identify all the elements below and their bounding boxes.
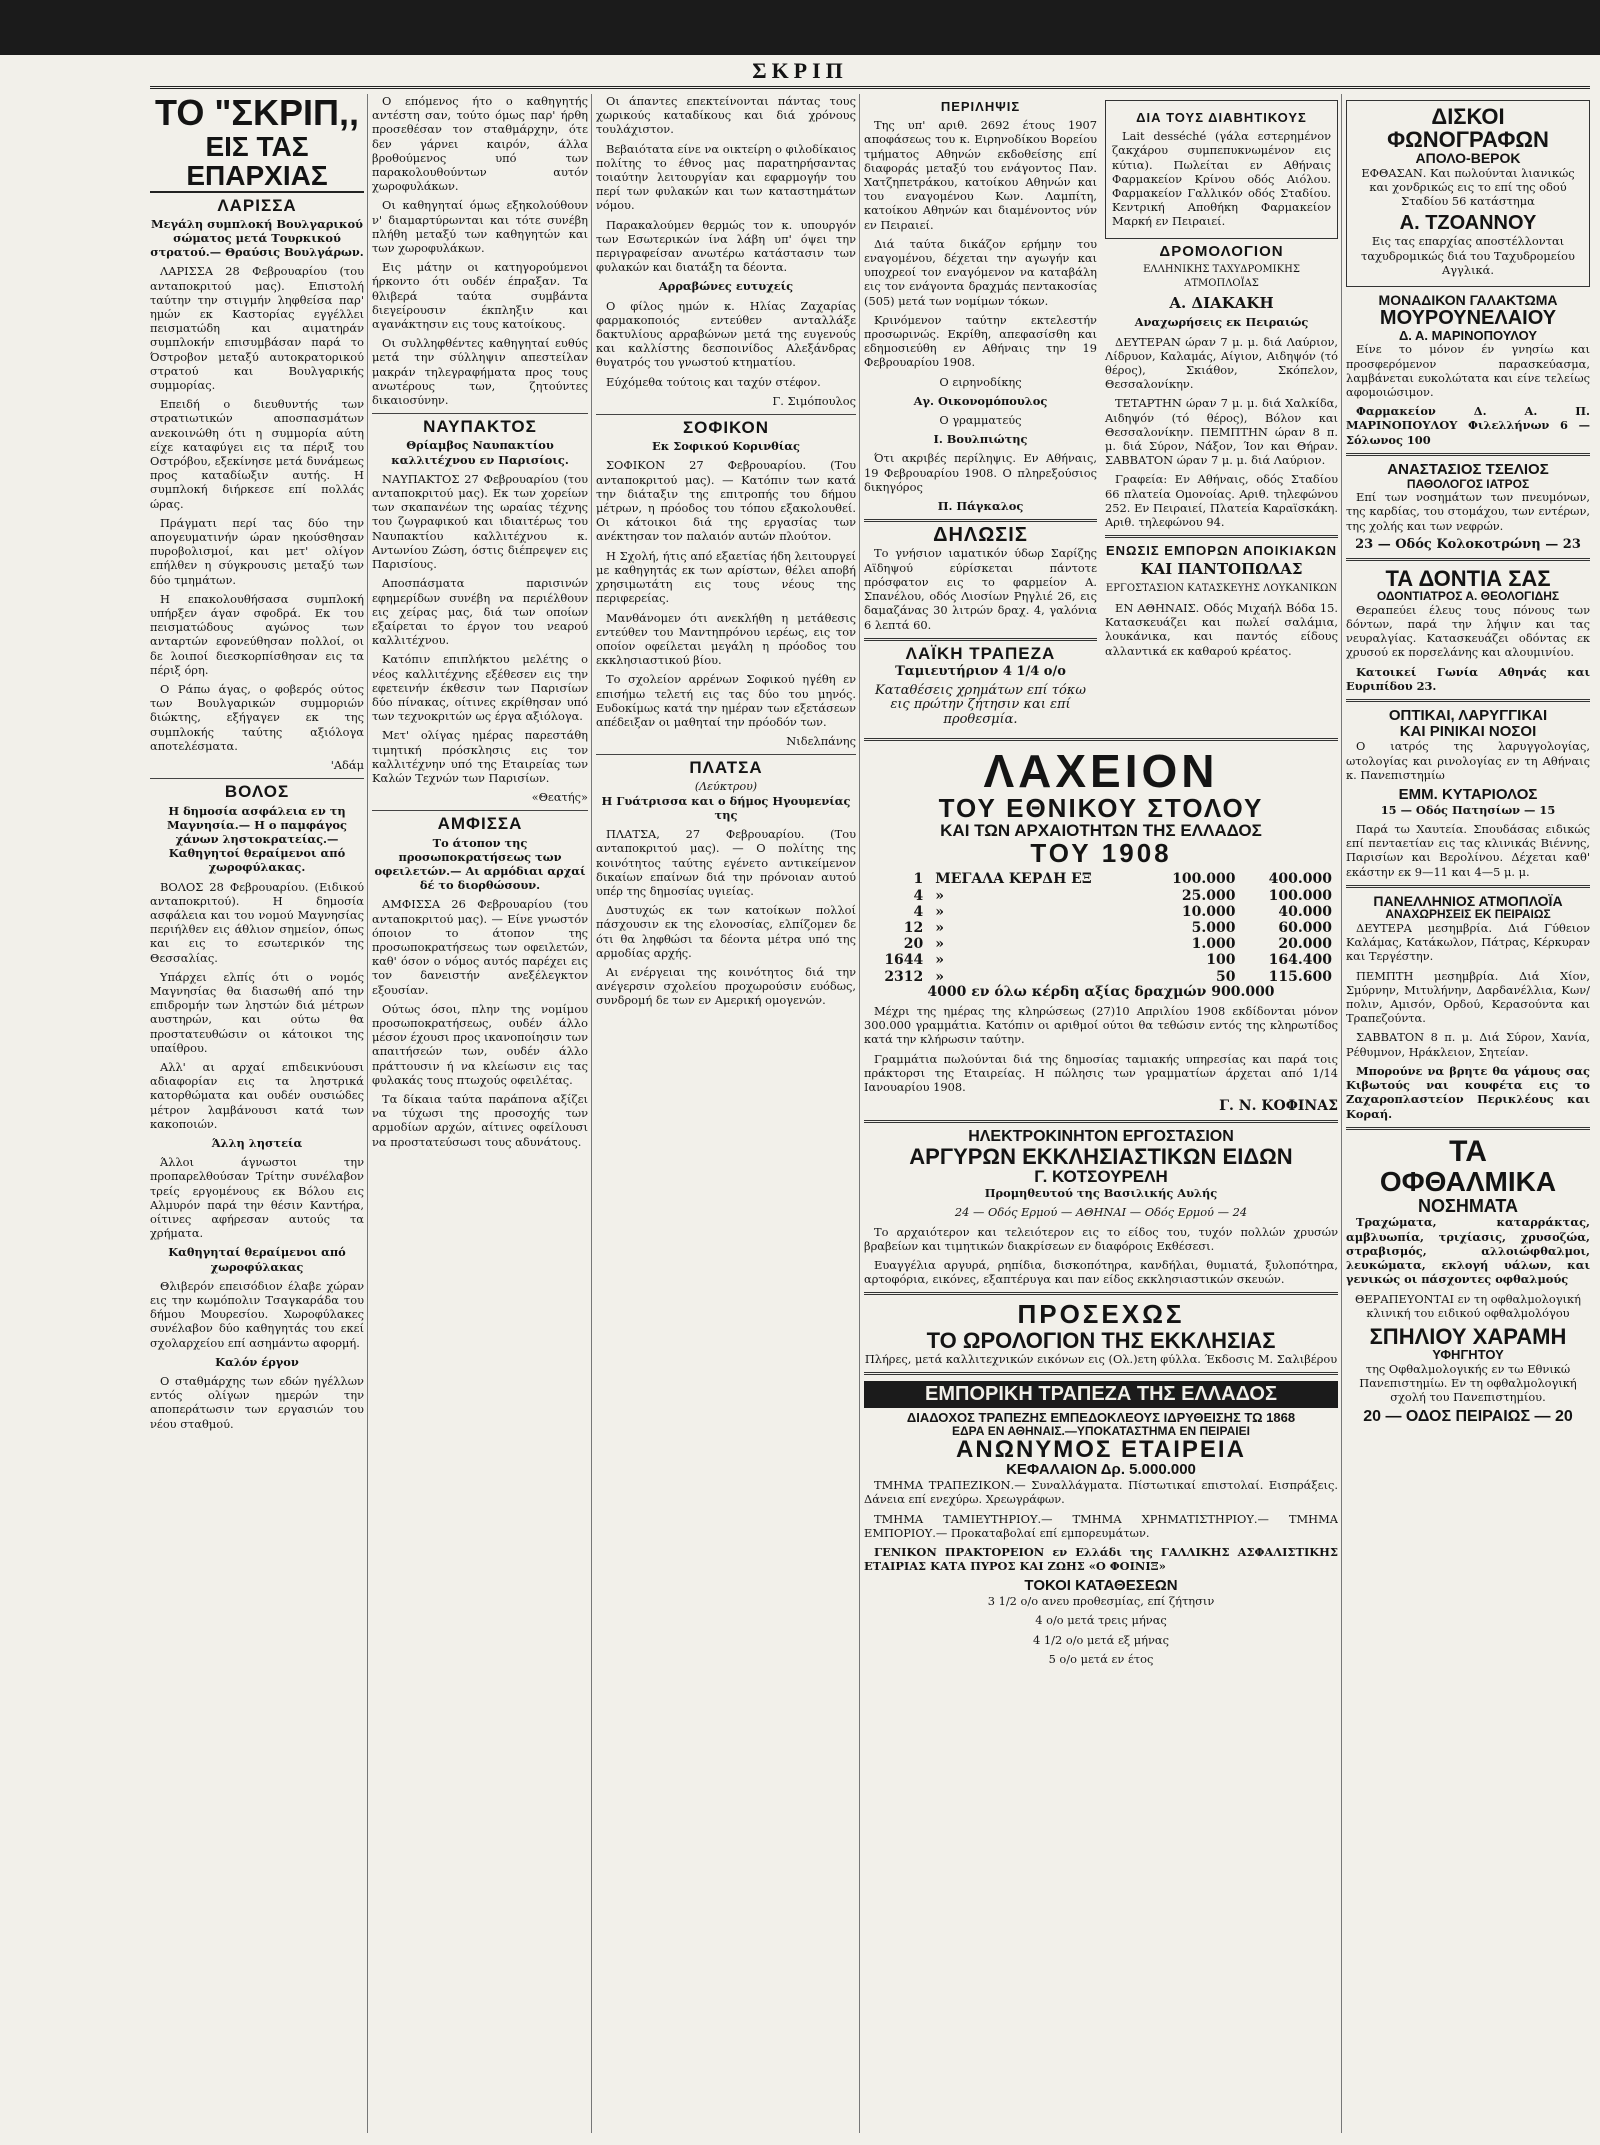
ad-title: ΠΑΝΕΛΛΗΝΙΟΣ ΑΤΜΟΠΛΟΪΑ — [1373, 892, 1563, 909]
ad-title: ΛΑΪΚΗ ΤΡΑΠΕΖΑ — [905, 643, 1056, 663]
divider — [864, 1372, 1338, 1375]
lottery-cell-qty: 4 — [913, 887, 924, 904]
bank-rate-item: 3 1/2 ο/ο ανευ προθεσμίας, επί ζήτησιν — [987, 1594, 1215, 1609]
notice-signature-name: Αγ. Οικονομόπουλος — [913, 393, 1048, 408]
article-title: ΝΑΥΠΑΚΤΟΣ — [423, 417, 537, 437]
ad-title: ΑΝΑΣΤΑΣΙΟΣ ΤΣΕΛΙΟΣ — [1387, 460, 1549, 478]
divider — [150, 778, 364, 779]
column-divider — [1341, 94, 1342, 2133]
article-paragraph: Αποσπάσματα παρισινών εφημερίδων συνέβη να περιέλθουν εις χείρας μας, διά των οποίων εξαίρεται το έργον του νεαρού καλλιτέχνου. — [372, 576, 588, 648]
lottery-line: ΤΟΥ ΕΘΝΙΚΟΥ ΣΤΟΛΟΥ — [938, 793, 1264, 824]
ad-title: ΤΑ — [1449, 1134, 1487, 1168]
article-lead: Θρίαμβος Ναυπακτίου καλλιτέχνου εν Παρισίοις. — [391, 438, 569, 467]
ad-paragraph: ΤΕΤΑΡΤΗΝ ώραν 7 μ. μ. διά Χαλκίδα, Αιδηψόν (τό θέρος), Βόλον και Θεσσαλονίκην. ΠΕΜΠΤΗΝ ώραν 8 π. μ. διά Σύρον, Νάξον, Ίον και Θήραν. ΣΑΒΒΑΤΟΝ ώραν 7 μ. μ. διά Λαύριον. — [1105, 396, 1338, 468]
bank-title: ΕΜΠΟΡΙΚΗ ΤΡΑΠΕΖΑ ΤΗΣ ΕΛΛΑΔΟΣ — [864, 1381, 1338, 1408]
bank-rate-item: 4 1/2 ο/ο μετά εξ μήνας — [1033, 1632, 1169, 1647]
article-paragraph: Άλλοι άγνωστοι την προπαρελθούσαν Τρίτην συνέλαβον τρείς εργομένους εκ Βόλου εις Αλμυρόν παρά την θέσιν Καντήρα, οίτινες αφήρεσαν αυτούς τα χρήματα. — [150, 1155, 364, 1241]
ad-subtitle: ΑΝΑΧΩΡΗΣΕΙΣ ΕΚ ΠΕΙΡΑΙΩΣ — [1385, 907, 1551, 922]
ad-title: ΗΛΕΚΤΡΟΚΙΝΗΤΟΝ ΕΡΓΟΣΤΑΣΙΟΝ — [968, 1127, 1234, 1145]
article-paragraph: Οι συλληφθέντες καθηγηταί ευθύς μετά την σύλληψιν απεστείλαν μακράν τηλεγραφήματα προς τους ανωτέρους των, ζητούντες δικαιοσύνην. — [372, 336, 588, 408]
article-paragraph: Ο σταθμάρχης των εδών ηγέλλων εντός ολίγων ημερών την αποπεράτωσιν των εργασιών του νέου σταθμού. — [150, 1374, 364, 1431]
column-divider — [591, 94, 592, 2133]
lottery-cell-total: 400.000 — [1268, 871, 1332, 888]
divider — [596, 754, 856, 755]
article-paragraph: Τα δίκαια ταύτα παράπονα αξίζει να τύχωσι της προσοχής των αρμοδίων αρχών, αίτινες οφείλουσι να προστατεύσωσι τους αδυνάτους. — [372, 1092, 588, 1149]
divider — [372, 810, 588, 811]
ad-title: ΕΝΩΣΙΣ ΕΜΠΟΡΩΝ ΑΠΟΙΚΙΑΚΩΝ — [1105, 543, 1337, 559]
article-signature: Νιδελπάνης — [786, 734, 856, 749]
lottery-row — [864, 888, 1338, 904]
lottery-cell-each: 100 — [1206, 952, 1236, 969]
ad-company: Α. ΔΙΑΚΑΚΗ — [1169, 294, 1274, 313]
divider — [864, 519, 1097, 522]
lottery-cell-qty: 1644 — [884, 952, 924, 969]
ad-title: ΔΙΑ ΤΟΥΣ ΔΙΑΒΗΤΙΚΟΥΣ — [1136, 110, 1307, 125]
bank-subtitle: ΔΙΑΔΟΧΟΣ ΤΡΑΠΕΖΗΣ ΕΜΠΕΔΟΚΛΕΟΥΣ ΙΔΡΥΘΕΙΣΗΣ ΤΩ 1868 — [906, 1410, 1296, 1426]
ad-subtitle: ΚΑΙ ΡΙΝΙΚΑΙ ΝΟΣΟΙ — [1399, 722, 1537, 740]
article-paragraph: ΣΟΦΙΚΟΝ 27 Φεβρουαρίου. (Του ανταποκριτού μας). — Κατόπιν των κατά την διάταξιν της επιτροπής του δήμου μέτρων, η πρόοδος του τόπου εξακολουθεί. Οι κάτοικοι διά της εργασίας των ανέκτησαν τον παλαιόν αυτών πλούτον. — [596, 458, 856, 544]
lottery-row — [864, 936, 1338, 952]
ad-title: ΟΠΤΙΚΑΙ, ΛΑΡΥΓΓΙΚΑΙ — [1388, 706, 1548, 724]
divider — [1346, 453, 1590, 456]
ad-role: ΥΦΗΓΗΤΟΥ — [1432, 1347, 1504, 1362]
article-paragraph: ΠΛΑΤΣΑ, 27 Φεβρουαρίου. (Του ανταποκριτού μας). — Ο πολίτης της κοινότητος ταύτης εγένετο αντικείμενον δικαίων επαίνων διά την πρόνοιαν αυτού υπέρ της δημοσίας υγιείας. — [596, 827, 856, 898]
column-divider — [367, 94, 368, 2133]
ad-subtitle: ΕΡΓΟΣΤΑΣΙΟΝ ΚΑΤΑΣΚΕΥΗΣ ΛΟΥΚΑΝΙΚΩΝ — [1105, 582, 1338, 594]
ad-product: ΟΦΘΑΛΜΙΚΑ — [1379, 1166, 1557, 1198]
section-heading: Αρραβώνες ευτυχείς — [658, 279, 794, 294]
lottery-total: 4000 εν όλω κέρδη αξίας δραχμών 900.000 — [927, 983, 1275, 1000]
bank-rate-item: 4 ο/ο μετά τρεις μήνας — [1035, 1613, 1167, 1628]
lottery-cell-each: 100.000 — [1172, 871, 1236, 888]
article-paragraph: Η επακολουθήσασα συμπλοκή υπήρξεν άγαν σφοδρά. Εκ του πεισματώδους αγώνος των ανταρτών εφονεύθησαν πολλοί, οι δε λοιποί διεσκορπίσθησαν εις τα πέριξ όρη. — [150, 591, 364, 677]
ad-owner: Γ. ΚΟΤΣΟΥΡΕΛΗ — [1034, 1167, 1168, 1187]
lottery-paragraph: Μέχρι της ημέρας της κληρώσεως (27)10 Απριλίου 1908 εκδίδονται μόνον 300.000 γραμμάτια. Κατόπιν οι αριθμοί ούτοι θα τεθώσιν εντός της κληρωτίδος κατά την κλήρωσιν ταύτην. — [864, 1004, 1338, 1047]
ad-address: Κατοικεί Γωνία Αθηνάς και Ευριπίδου 23. — [1346, 664, 1590, 693]
ad-title: ΠΡΟΣΕΧΩΣ — [1017, 1299, 1185, 1330]
ad-line: ΤΟ ΩΡΟΛΟΓΙΟΝ ΤΗΣ ΕΚΚΛΗΣΙΑΣ — [926, 1327, 1276, 1353]
ad-paragraph: Lait desséché (γάλα εστερημένον ζακχάρου συμπεπυκνωμένον εις κύτια). Πωλείται εν Αθήναις Φαρμακείον Κρίνου οδός Αιόλου. Φαρμακείον Γαλλικόν οδός Σταδίου. Κεντρική Αποθήκη Φαρμακείον Μαρκή εν Πειραιεί. — [1112, 129, 1331, 229]
article-paragraph: Υπάρχει ελπίς ότι ο νομός Μαγνησίας θα διασωθή από την επιδρομήν των ληστών διά μέτρων αυστηρών, και ούτω θα προστατευθώσιν οι κάτοικοι της υπαίθρου. — [150, 969, 364, 1055]
section-heading: Καλόν έργον — [215, 1354, 299, 1369]
article-subtitle: (Λεύκτρου) — [694, 779, 758, 793]
lottery-title: ΛΑΧΕΙΟΝ — [983, 744, 1219, 797]
article-paragraph: Αλλ' αι αρχαί επιδεικνύουσι αδιαφορίαν εις τα ληστρικά κατορθώματα και ουδέν ουσιώδες μέτρον λαμβάνουσι κατά των κακοποιών. — [150, 1059, 364, 1131]
lottery-signature: Γ. Ν. ΚΟΦΙΝΑΣ — [1219, 1098, 1338, 1115]
lottery-row — [864, 904, 1338, 920]
notices-right — [1105, 94, 1338, 732]
article-paragraph: Το σχολείον αρρένων Σοφικού ηγέθη εν επισήμω τελετή εις τας δύο του μηνός. Ευδοκίμως κατά την ημέραν των εξετάσεων απέδειξαν οι μαθηταί την πρόοδόν των. — [596, 672, 856, 729]
lottery-cell-total: 164.400 — [1268, 952, 1332, 969]
ad-owner: Δ. Α. ΜΑΡΙΝΟΠΟΥΛΟΥ — [1398, 327, 1538, 343]
ad-lead: Αναχωρήσεις εκ Πειραιώς — [1134, 315, 1309, 330]
lottery-cell-each: 50 — [1216, 968, 1236, 985]
article-paragraph: ΒΟΛΟΣ 28 Φεβρουαρίου. (Ειδικού ανταποκριτού). Η δημοσία ασφάλεια και του νομού Μαγνησίας περιήλθεν εις άθλιον σημείον, όπως και εις το εσωτερικόν της Θεσσαλίας. — [150, 879, 364, 965]
article-signature: Γ. Σιμόπουλος — [772, 393, 856, 408]
divider — [1346, 558, 1590, 561]
notice-signature-label: Ο γραμματεύς — [939, 413, 1022, 428]
ad-product: ΜΟΥΡΟΥΝΕΛΑΙΟΥ — [1379, 306, 1557, 329]
article-paragraph: Εύχόμεθα τούτοις και ταχύν στέφον. — [606, 374, 821, 389]
ad-address: 24 — Οδός Ερμού — ΑΘΗΝΑΙ — Οδός Ερμού — 24 — [954, 1205, 1248, 1220]
article-paragraph: Η Σχολή, ήτις από εξαετίας ήδη λειτουργεί με καθηγητάς εκ των αρίστων, θέλει αποβή χρησιμωτάτη εις τους νέους της περιφερείας. — [596, 548, 856, 606]
lottery-cell-label: » — [935, 952, 945, 969]
ad-paragraph: ΣΑΒΒΑΤΟΝ 8 π. μ. Διά Σύρον, Χανία, Ρέθυμνον, Ηράκλειον, Σητείαν. — [1346, 1030, 1590, 1059]
ad-paragraph: Επί των νοσημάτων των πνευμόνων, της καρδίας, του στομάχου, των εντέρων, της χολής και των νεφρών. — [1346, 490, 1590, 533]
divider — [596, 414, 856, 415]
article-paragraph: Επειδή ο διευθυντής των στρατιωτικών αποσπασμάτων ανεκοινώθη ότι η συμμορία αύτη είχε καταφύγει εις τα πέριξ του Οστρόβου, εξεκίνησε μετά δυνάμεως προς καταδίωξιν αυτής. Η συμπλοκή διήρκεσε επί πολλάς ώρας. — [150, 397, 364, 511]
article-paragraph: Ο Ράπω άγας, ο φοβερός ούτος των Βουλγαρικών συμμοριών διώκτης, εξήγαγεν εκ της συμπλοκής ταύτης αξιόλογα αποτελέσματα. — [150, 682, 364, 753]
lottery-cell-total: 20.000 — [1278, 936, 1332, 953]
ad-title: ΤΑ ΔΟΝΤΙΑ ΣΑΣ — [1385, 566, 1551, 591]
ad-title: ΔΙΣΚΟΙ ΦΩΝΟΓΡΑΦΩΝ — [1387, 104, 1549, 153]
article-paragraph: Οι άπαντες επεκτείνονται πάντας τους χωρικούς καταδίκους και διά χρόνους τουλάχιστον. — [596, 94, 856, 137]
notice-signature-name: Ι. Βουλπιώτης — [933, 432, 1028, 447]
masthead: ΣΚΡΙΠ — [752, 58, 848, 83]
ad-paragraph: Μπορούνε να βρητε θα γάμους σας Κιβωτούς ναι κουφέτα εις το Ζαχαροπλαστείον Περικλέους και Κοραή. — [1346, 1063, 1590, 1121]
lottery-row — [864, 920, 1338, 936]
ad-paragraph: Ο ιατρός της λαρυγγολογίας, ωτολογίας και ρινολογίας εν τη Αθήναις κ. Πανεπιστημίω — [1346, 739, 1590, 782]
article-paragraph: Παρακαλούμεν θερμώς τον κ. υπουργόν των Εσωτερικών ίνα λάβη υπ' όψει την περιγραφείσαν ανωτέρω κατάστασιν των φυλακών και διατάξη τα δέοντα. — [596, 217, 856, 275]
ad-title: ΜΟΝΑΔΙΚΟΝ ΓΑΛΑΚΤΩΜΑ — [1378, 292, 1558, 309]
divider — [864, 1120, 1338, 1123]
article-lead: Μεγάλη συμπλοκή Βουλγαρικού σώματος μετά Τουρκικού στρατού.— Θραύσις Βουλγάρων. — [150, 216, 364, 260]
ad-paragraph: Το αρχαιότερον και τελειότερον εις το είδος του, τυχόν πολλών χρυσών βραβείων και τιμητικών διακρίσεων εν διαφόροις Εκθέσεσι. — [864, 1224, 1338, 1253]
ad-paragraph: Πλήρες, μετά καλλιτεχνικών εικόνων εις (Ολ.)ετη φύλλα. Έκδοσις Μ. Σαλιβέρου — [864, 1351, 1338, 1366]
ad-paragraph: Γραφεία: Εν Αθήναις, οδός Σταδίου 66 πλατεία Ομονοίας. Αριθ. τηλεφώνου 252. Εν Πειραιεί, Πλατεία Καραϊσκάκη. Αριθ. τηλεφώνου 94. — [1105, 472, 1338, 530]
ad-paragraph: ΕΝ ΑΘΗΝΑΙΣ. Οδός Μιχαήλ Βόδα 15. Κατασκευάζει και πωλεί σαλάμια, λουκάνικα, και παντός είδους αλλαντικά εκ καθαρού κρέατος. — [1105, 600, 1338, 658]
ad-doctor: ΣΠΗΛΙΟΥ ΧΑΡΑΜΗ — [1369, 1323, 1567, 1349]
ad-paragraph: Θεραπεύει έλευς τους πόνους των δόντων, παρά την λήψιν και τας νευραλγίας. Κατασκευάζει οδόντας εκ χρυσού εκ πορσελάνης και αλουμινίου. — [1346, 602, 1590, 660]
column-1 — [150, 94, 364, 2133]
ad-paragraph: της Οφθαλμολογικής εν τω Εθνικώ Πανεπιστημίω. Εν τη οφθαλμολογική σχολή του Πανεπιστημίου. — [1359, 1361, 1577, 1405]
article-paragraph: Ο φίλος ημών κ. Ηλίας Ζαχαρίας φαρμακοποιός εντεύθεν ανταλλάξε δακτυλίους αρραβώνων μετά της ευγενούς και καλλίστης δεσποινίδος Αλεξάνδρας θυγατρός του γνωστού κτηματίου. — [596, 298, 856, 370]
article-paragraph: Δυστυχώς εκ των κατοίκων πολλοί πάσχουσιν εκ της ελονοσίας, ελπίζομεν δε ότι θα ληφθώσι τα δέοντα μέτρα υπό της αρμοδίας αρχής. — [596, 903, 856, 960]
lottery-cell-each: 1.000 — [1191, 936, 1236, 953]
ad-paragraph: Τραχώματα, καταρράκτας, αμβλυωπία, τριχίασις, χρυσοζώα, στραβισμός, αλλοιώφθαλμοι, λευκώματα, εκλογή υάλων, και γενικώς οι πάσχοντες οφθαλμούς — [1346, 1215, 1590, 1287]
article-paragraph: Ο επόμενος ήτο ο καθηγητής αντέστη σαν, τούτο όμως παρ' ήρθη προσεθέσαν τον σταθμάρχην, ότε δεν γάρνει καιρόν, άλλα βροθούμενος υπό των παρακολουθούντων αυτόν χωροφυλάκων. — [372, 94, 588, 194]
article-paragraph: ΝΑΥΠΑΚΤΟΣ 27 Φεβρουαρίου (του ανταποκριτού μας). Εκ των χορείων των σκαπανέων της ωραίας τέχνης του ζωγραφικού και ιδιαιτέρως του Ναυπακτίου καλλιτέχνου κ. Αντωνίου Ζώση, όστις διέπρεψεν εις Παρισίους. — [372, 471, 588, 572]
ad-address: 20 — ΟΔΟΣ ΠΕΙΡΑΙΩΣ — 20 — [1363, 1408, 1573, 1426]
lottery-cell-total: 100.000 — [1268, 887, 1332, 904]
lottery-row — [864, 952, 1338, 968]
section-heading: Άλλη ληστεία — [211, 1135, 303, 1150]
ad-owner: Α. ΤΖΟΑΝΝΟΥ — [1399, 212, 1537, 235]
article-paragraph: Κατόπιν επιπλήκτου μελέτης ο νέος καλλιτέχνης εξέθεσεν εις την εφετεινήν έκθεσιν των Παρισίων δύο πίνακας, οίτινες εκρίθησαν υπό των τεχνοκριτών ως έργα αξιόλογα. — [372, 652, 588, 724]
lottery-cell-label: » — [935, 936, 945, 953]
bank-rate-item: 5 ο/ο μετά εν έτος — [1048, 1651, 1154, 1666]
ad-paragraph: Ευαγγέλια αργυρά, ρηπίδια, δισκοπότηρα, κανδήλαι, θυμιατά, ξυλοπότηρα, αρτοφόρια, εικόνες, εξαπτέρυγα και παν είδος εκκλησιαστικών σκευών. — [864, 1258, 1338, 1287]
column-2 — [372, 94, 588, 2133]
article-paragraph: ΛΑΡΙΣΣΑ 28 Φεβρουαρίου (του ανταποκριτού μας). Επιστολή ταύτην την στιγμήν ληφθείσα παρ' ημών εκ Καστορίας εγγέλλει πεισματώδη και αιματηράν συμπλοκήν επισυμβάσαν παρά το Όστροβον μεταξύ αυτοκρατορικού στρατού και Βουλγαρικής συμμορίας. — [150, 264, 364, 393]
bank-type: ΑΝΩΝΥΜΟΣ ΕΤΑΙΡΕΙΑ — [956, 1436, 1246, 1464]
lottery-cell-each: 10.000 — [1181, 903, 1236, 920]
article-lead: Η δημοσία ασφάλεια εν τη Μαγνησία.— Η ο παμφάγος χάνων ληστοκρατείας.— Καθηγητοί θεραίμενοι από χωροφύλακας. — [167, 803, 347, 875]
notice-title: ΠΕΡΙΛΗΨΙΣ — [940, 99, 1021, 114]
ad-line: ΑΡΓΥΡΩΝ ΕΚΚΛΗΣΙΑΣΤΙΚΩΝ ΕΙΔΩΝ — [909, 1144, 1293, 1170]
ad-company: ΚΑΙ ΠΑΝΤΟΠΩΛΑΣ — [1140, 560, 1303, 579]
bank-capital: ΚΕΦΑΛΑΙΟΝ Δρ. 5.000.000 — [1006, 1461, 1196, 1479]
lottery-cell-qty: 12 — [903, 920, 924, 937]
bank-paragraph: ΓΕΝΙΚΟΝ ΠΡΑΚΤΟΡΕΙΟΝ εν Ελλάδι της ΓΑΛΛΙΚΗΣ ΑΣΦΑΛΙΣΤΙΚΗΣ ΕΤΑΙΡΙΑΣ ΚΑΤΑ ΠΥΡΟΣ ΚΑΙ ΖΩΗΣ «Ο ΦΟΙΝΙΞ» — [864, 1545, 1338, 1574]
article-title: ΒΟΛΟΣ — [224, 782, 290, 802]
lottery-cell-total: 40.000 — [1278, 903, 1332, 920]
article-paragraph: ΑΜΦΙΣΣΑ 26 Φεβρουαρίου (του ανταποκριτού μας). — Είνε γνωστόν όποιον το άτοπον της προσωποκρατήσεως των οφειλετών, καθ' όσον ο νόμος αυτός παρέχει εις τον δανειστήν ανεξέλεγκτον εξουσίαν. — [372, 897, 588, 997]
divider — [1105, 535, 1338, 538]
lottery-cell-label: » — [935, 968, 945, 985]
lottery-cell-each: 25.000 — [1181, 887, 1236, 904]
article-title: ΠΛΑΤΣΑ — [689, 758, 763, 778]
article-paragraph: Θλιβερόν επεισόδιον έλαβε χώραν εις την κωμόπολιν Τσαγκαράδα του δήμου Μουρεσίου. Χωροφύλακες συνέλαβον δύο καθηγητάς του εκεί σχολαρχείου επί ασημάντω αφορμή. — [150, 1278, 364, 1350]
banner-title: ΤΟ "ΣΚΡΙΠ,, — [154, 94, 360, 133]
lottery-cell-label: ΜΕΓΑΛΑ ΚΕΡΔΗ ΕΞ — [935, 871, 1092, 888]
lottery-cell-qty: 4 — [913, 903, 924, 920]
ad-box — [1346, 100, 1590, 287]
notice-paragraph: Διά ταύτα δικάζον ερήμην του εναγομένου, δέχεται την αγωγήν και υποχρεοί τον εναγόμενον να καταβάλη εις τον ενάγοντα δραχμάς πεντακοσίας (505) μετά των νομίμων τόκων. — [864, 236, 1097, 308]
ad-paragraph: Παρά τω Χαυτεία. Σπουδάσας ειδικώς επί πενταετίαν εις τας κλινικάς Βιέννης, Παρισίων και Βερολίνου. Δέχεται καθ' εκάστην εκ 9—11 και 4—5 μ. μ. — [1346, 821, 1590, 879]
ad-subtitle: ΠΑΘΟΛΟΓΟΣ ΙΑΤΡΟΣ — [1406, 476, 1530, 491]
bank-rates-list — [864, 1594, 1338, 1666]
ad-rate: Ταμιευτήριον 4 1/4 ο/ο — [895, 663, 1066, 679]
masthead-rule — [150, 86, 1590, 89]
ad-paragraph: ΕΦΘΑΣΑΝ. Και πωλούνται λιανικώς και χονδρικώς εις το επί της οδού Σταδίου 56 κατάστημα — [1361, 165, 1575, 209]
article-paragraph: Οι καθηγηταί όμως εξηκολούθουν ν' διαμαρτύρωνται και τότε συνέβη πλήθη μεταξύ των καθηγητών και των χωροφυλάκων. — [372, 198, 588, 256]
divider — [1346, 885, 1590, 888]
notice-paragraph: Το γνήσιον ιαματικόν ύδωρ Σαρίζης Αϊδηψού εύρίσκεται πάντοτε πρόσφατον εις το φαρμείον Α. Σπανέλου, οδός Λιοσίων Ρηγλιέ 26, εις δαμαζάνας 30 λιτρών δραχ. 4, γαλόνια 6 λεπτά 60. — [864, 546, 1097, 632]
article-title: ΛΑΡΙΣΣΑ — [217, 195, 297, 215]
lottery-cell-total: 60.000 — [1278, 920, 1332, 937]
ad-paragraph: ΔΕΥΤΕΡΑΝ ώραν 7 μ. μ. διά Λαύριον, Λίδρυον, Καλαμάς, Αίγιον, Αιδηψόν (τό θέρος), Σκιάθον, Σκόπελον, Θεσσαλονίκην. — [1105, 334, 1338, 392]
lottery-cell-qty: 20 — [903, 936, 924, 953]
lottery-cell-qty: 2312 — [884, 968, 924, 985]
ad-paragraph: Φαρμακείον Δ. Α. Π. ΜΑΡΙΝΟΠΟΥΛΟΥ Φιλελλήνων 6 — Σόλωνος 100 — [1346, 404, 1590, 447]
lottery-cell-each: 5.000 — [1191, 920, 1236, 937]
ad-subtitle: Προμηθευτού της Βασιλικής Αυλής — [984, 1186, 1218, 1201]
divider — [864, 1292, 1338, 1295]
ad-paragraph: ΠΕΜΠΤΗ μεσημβρία. Διά Χίον, Σμύρνην, Μιτυλήνην, Δαρδανέλλια, Κων/πολιν, Αμισόν, Ορδού, Κερασούντα και Τραπεζούντα. — [1346, 968, 1590, 1026]
ad-subtitle: ΕΛΛΗΝΙΚΗΣ ΤΑΧΥΔΡΟΜΙΚΗΣ ΑΤΜΟΠΛΟΪΑΣ — [1143, 263, 1300, 290]
bank-paragraph: ΤΜΗΜΑ ΤΡΑΠΕΖΙΚΟΝ.— Συναλλάγματα. Πίστωτικαί επιστολαί. Εισπράξεις. Δάνεια επί ενεχύρω. Χρεωγράφων. — [864, 1478, 1338, 1507]
lottery-table — [864, 871, 1338, 984]
ad-box — [1105, 100, 1338, 239]
article-paragraph: Ούτως όσοι, πλην της νομίμου προσωποκρατήσεως, ουδέν άλλο μέσον έχουσι προς ικανοποίησιν των απαιτήσεών των, ουδέν άλλο πράττουσιν ή να κλείωσιν εις τας φυλακάς τους πτωχούς οφειλέτας. — [372, 1001, 588, 1087]
ad-subtitle: ΑΠΟΛΟ-ΒΕΡΟΚ — [1415, 150, 1521, 167]
lottery-cell-qty: 1 — [913, 871, 924, 888]
banner-subtitle: ΕΙΣ ΤΑΣ ΕΠΑΡΧΙΑΣ — [150, 132, 364, 193]
scan-top-bar — [0, 0, 1600, 55]
ad-paragraph: ΔΕΥΤΕΡΑ μεσημβρία. Διά Γύθειον Καλάμας, Κατάκωλον, Πάτρας, Κέρκυραν και Τεργέστην. — [1346, 921, 1590, 964]
notice-paragraph: Ότι ακριβές περίληψις. Εν Αθήναις, 19 Φεβρουαρίου 1908. Ο πληρεξούσιος δικηγόρος — [864, 451, 1097, 494]
article-lead: Η Γυάτρισσα και ο δήμος Ηγουμενίας της — [601, 793, 851, 822]
article-paragraph: Εις μάτην οι κατηγορούμενοι ήρκοντο ότι ουδέν έπραξαν. Τα θλιβερά ταύτα συμβάντα διεγείρουσιν έκπληξιν και αγανάκτησιν εις τους κατοίκους. — [372, 260, 588, 332]
notice-title: ΔΗΛΩΣΙΣ — [933, 524, 1028, 547]
ad-paragraph: ΘΕΡΑΠΕΥΟΝΤΑΙ εν τη οφθαλμολογική κλινική του ειδικού οφθαλμολόγου — [1355, 1291, 1581, 1320]
ad-subtitle: ΝΟΣΗΜΑΤΑ — [1418, 1195, 1518, 1216]
lottery-cell-total: 115.600 — [1268, 968, 1332, 985]
article-paragraph: Μανθάνομεν ότι ανεκλήθη η μετάθεσις εντεύθεν του Μαντηπρόνου ιερέως, εις τον οποίον οφείλεται μεγάλη η πρόοδος του εκκλησιαστικού βίου. — [596, 610, 856, 668]
lottery-row — [864, 969, 1338, 985]
divider — [864, 638, 1097, 641]
bank-seat: ΕΔΡΑ ΕΝ ΑΘΗΝΑΙΣ.—ΥΠΟΚΑΤΑΣΤΗΜΑ ΕΝ ΠΕΙΡΑΙΕΙ — [952, 1423, 1250, 1438]
divider — [1346, 1127, 1590, 1130]
article-paragraph: Αι ενέργειαι της κοινότητος διά την ανέγερσιν σχολείου προχωρούσιν ευόδως, συνδρομή δε των εν Αμερική ομογενών. — [596, 964, 856, 1008]
ad-paragraph: Εις τας επαρχίας αποστέλλονται ταχυδρομικώς διά του Ταχυδρομείου Αγγλικά. — [1361, 234, 1575, 277]
bank-paragraph: ΤΜΗΜΑ ΤΑΜΙΕΥΤΗΡΙΟΥ.— ΤΜΗΜΑ ΧΡΗΜΑΤΙΣΤΗΡΙΟΥ.— ΤΜΗΜΑ ΕΜΠΟΡΙΟΥ.— Προκαταβολαί επί εμπορευμάτων. — [864, 1511, 1338, 1540]
section-heading: Καθηγηταί θεραίμενοι από χωροφύλακας — [168, 1245, 346, 1274]
ad-paragraph: Είνε το μόνον έν γνησίω και προσφερόμενον παρασκεύασμα, λαμβάνεται ευκολώτατα και είνε τελείως αφομοιώσιμον. — [1346, 342, 1590, 400]
article-lead: Το άτοπον της προσωποκρατήσεως των οφειλετών.— Αι αρμόδιαι αρχαί δέ το διορθώσουν. — [374, 835, 586, 893]
lottery-cell-label: » — [935, 920, 945, 937]
ad-address: 15 — Οδός Πατησίων — 15 — [1380, 802, 1556, 817]
lottery-year: ΤΟΥ 1908 — [1030, 838, 1172, 869]
bank-rates-title: ΤΟΚΟΙ ΚΑΤΑΘΕΣΕΩΝ — [1024, 1577, 1178, 1595]
article-lead: Εκ Σοφικού Κορινθίας — [652, 439, 800, 454]
notice-paragraph: Κρινόμενον ταύτην εκτελεστήν προσωρινώς. Εκρίθη, απεφασίσθη και εδημοσιεύθη εν Αθήναις την 19 Φεβρουαρίου 1908. — [864, 312, 1097, 370]
article-paragraph: Πράγματι περί τας δύο την απογευματινήν ώραν ηκούσθησαν πυροβολισμοί, και μετ' ολίγον επήλθεν η σύγκρουσις μεταξύ των δύο τμημάτων. — [150, 515, 364, 587]
notice-paragraph: Της υπ' αριθ. 2692 έτους 1907 αποφάσεως του κ. Ειρηνοδίκου Βορείου τμήματος Αθηνών εκδοθείσης επί διαφοράς μεταξύ του ενάγοντος Παν. Χατζηπετράκου, κατοίκου Αθηνών και του εναγομένου Κων. Λαμπίτη, κατοίκου Αθηνών και διαμένοντος νύν εν Πειραιεί. — [864, 118, 1097, 232]
ad-title: ΔΡΟΜΟΛΟΓΙΟΝ — [1159, 242, 1284, 260]
column-3 — [596, 94, 856, 2133]
article-paragraph: Μετ' ολίγας ημέρας παρεστάθη τιμητική πρόσκλησις εις τον καλλιτέχνην υπό της Εταιρείας των Καλών Τεχνών των Παρισίων. — [372, 728, 588, 785]
notice-signature-label: Ο ειρηνοδίκης — [939, 374, 1022, 389]
column-4 — [864, 94, 1338, 2133]
divider — [864, 738, 1338, 741]
ad-paragraph: Καταθέσεις χρημάτων επί τόκω εις πρώτην ζήτησιν και επί προθεσμία. — [875, 683, 1086, 727]
notice-signature-name: Π. Πάγκαλος — [937, 499, 1024, 514]
article-title: ΣΟΦΙΚΟΝ — [682, 418, 770, 438]
article-title: ΑΜΦΙΣΣΑ — [437, 814, 523, 834]
lottery-cell-label: » — [935, 887, 945, 904]
ad-subtitle: ΟΔΟΝΤΙΑΤΡΟΣ Α. ΘΕΟΛΟΓΙΔΗΣ — [1376, 589, 1560, 604]
lottery-line: ΚΑΙ ΤΩΝ ΑΡΧΑΙΟΤΗΤΩΝ ΤΗΣ ΕΛΛΑΔΟΣ — [940, 821, 1262, 841]
article-signature: 'Αδάμ — [330, 758, 364, 773]
ad-doctor: ΕΜΜ. ΚΥΤΑΡΙΟΛΟΣ — [1398, 786, 1538, 804]
lottery-cell-label: » — [935, 903, 945, 920]
lottery-paragraph: Γραμμάτια πωλούνται διά της δημοσίας ταμιακής υπηρεσίας και παρά τοις πράκτορσι της Εταιρείας. Η πώλησις των γραμματίων άρχεται από 1/14 Ιανουαρίου 1908. — [864, 1051, 1338, 1095]
lottery-row — [864, 871, 1338, 887]
column-divider — [859, 94, 860, 2133]
divider — [1346, 699, 1590, 702]
article-paragraph: Βεβαιότατα είνε να οικτείρη ο φιλοδίκαιος πολίτης το έθνος μας παρατηρήσαντας τοιαύτην λειτουργίαν και εφαρμογήν του περί των φυλακών και των καταστημάτων νόμου. — [596, 141, 856, 213]
ad-address: 23 — Οδός Κολοκοτρώνη — 23 — [1355, 536, 1581, 552]
notices-left — [864, 94, 1097, 732]
column-5 — [1346, 94, 1590, 2133]
divider — [372, 413, 588, 414]
article-signature: «Θεατής» — [531, 790, 588, 805]
